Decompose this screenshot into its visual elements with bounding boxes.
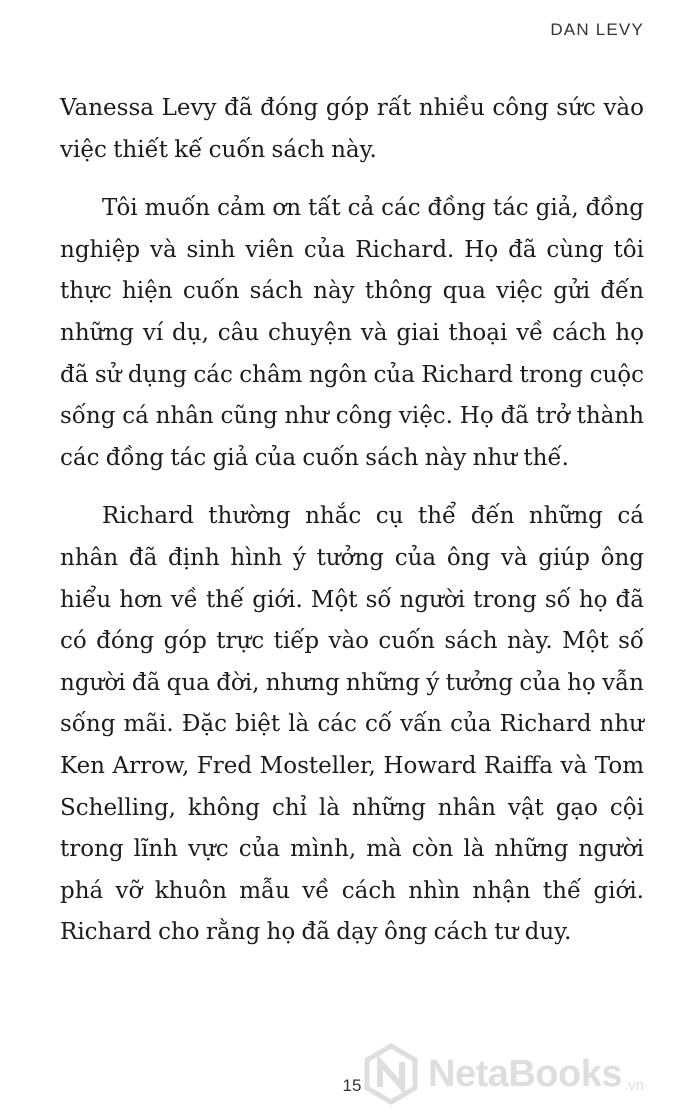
running-header-author: DAN LEVY bbox=[550, 20, 644, 39]
body-text bbox=[60, 88, 644, 971]
watermark-suffix: .vn bbox=[624, 1077, 645, 1094]
paragraph-1: Vanessa Levy đã đóng góp rất nhiều công sức vào việc thiết kế cuốn sách này. bbox=[60, 95, 644, 163]
page-number: 15 bbox=[342, 1076, 362, 1095]
watermark-brand: NetaBooks bbox=[428, 1052, 622, 1095]
paragraph-3: Richard thường nhắc cụ thể đến những cá nhân đã định hình ý tưởng của ông và giúp ông hiểu hơn về thế giới. Một số người trong số họ đã có đóng góp trực tiếp vào cuốn sách này. Một số người đã qua đời, nhưng những ý tưởng của họ vẫn sống mãi. Đặc biệt là các cố vấn của Richard như Ken Arrow, Fred Mosteller, Howard Raiffa và Tom Schelling, không chỉ là những nhân vật gạo cội trong lĩnh vực của mình, mà còn là những người phá vỡ khuôn mẫu về cách nhìn nhận thế giới. Richard cho rằng họ đã dạy ông cách tư duy. bbox=[60, 503, 644, 946]
netabooks-watermark bbox=[360, 1040, 644, 1108]
paragraph-2: Tôi muốn cảm ơn tất cả các đồng tác giả, đồng nghiệp và sinh viên của Richard. Họ đã cùng tôi thực hiện cuốn sách này thông qua việc gửi đến những ví dụ, câu chuyện và giai thoại về cách họ đã sử dụng các châm ngôn của Richard trong cuộc sống cá nhân cũng như công việc. Họ đã trở thành các đồng tác giả của cuốn sách này như thế. bbox=[60, 195, 644, 471]
